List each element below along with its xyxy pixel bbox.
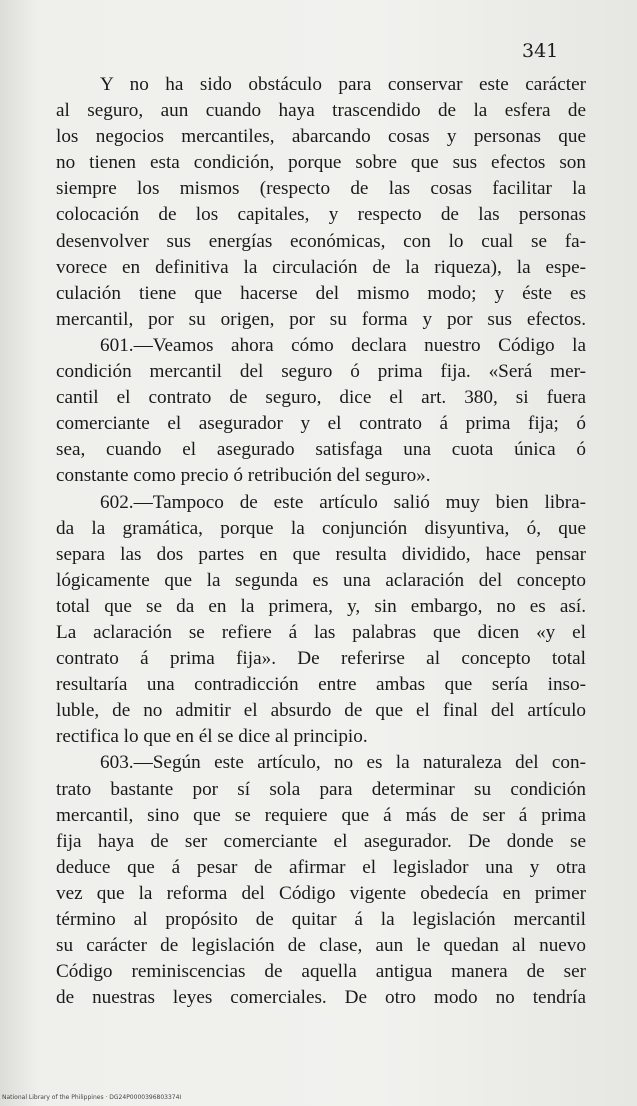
text-line: total que se da en la primera, y, sin embargo, no es así. — [56, 595, 586, 617]
text-line: constante como precio ó retribución del seguro». — [56, 465, 431, 487]
text-line: desenvolver sus energías económicas, con lo cual se fa- — [56, 230, 586, 252]
text-line: siempre los mismos (respecto de las cosas facilitar la — [56, 178, 586, 200]
text-line: contrato á prima fija». De referirse al concepto total — [56, 648, 586, 670]
text-line: comerciante el asegurador y el contrato á prima fija; ó — [56, 413, 586, 435]
text-line: 602.—Tampoco de este artículo salió muy bien libra- — [100, 491, 586, 513]
text-line: mercantil, por su origen, por su forma y por sus efectos. — [56, 308, 586, 330]
page-number: 341 — [522, 40, 559, 62]
text-line: resultaría una contradicción entre ambas que sería inso- — [56, 674, 586, 696]
text-line: Y no ha sido obstáculo para conservar este carácter — [100, 74, 586, 95]
text-line: rectifica lo que en él se dice al principio. — [56, 726, 368, 748]
text-line: de nuestras leyes comerciales. De otro modo no tendría — [56, 987, 586, 1009]
text-line: da la gramática, porque la conjunción disyuntiva, ó, que — [56, 517, 586, 539]
body-text — [56, 72, 586, 1011]
text-line: vez que la reforma del Código vigente obedecía en primer — [56, 882, 586, 904]
text-line: deduce que á pesar de afirmar el legislador una y otra — [56, 856, 586, 878]
text-line: separa las dos partes en que resulta dividido, hace pensar — [56, 543, 586, 565]
text-line: cantil el contrato de seguro, dice el art. 380, si fuera — [56, 387, 586, 409]
text-line: Código reminiscencias de aquella antigua manera de ser — [56, 961, 586, 983]
text-line: fija haya de ser comerciante el asegurador. De donde se — [56, 830, 586, 852]
footer-watermark: National Library of the Philippines · DG24P0000396803374I — [2, 1094, 182, 1101]
text-line: trato bastante por sí sola para determinar su condición — [56, 778, 586, 800]
text-line: luble, de no admitir el absurdo de que el final del artículo — [56, 700, 586, 722]
text-line: mercantil, sino que se requiere que á más de ser á prima — [56, 804, 586, 826]
text-line: culación tiene que hacerse del mismo modo; y éste es — [56, 282, 586, 304]
text-line: lógicamente que la segunda es una aclaración del concepto — [56, 569, 586, 591]
text-line: término al propósito de quitar á la legislación mercantil — [56, 909, 586, 930]
text-line: los negocios mercantiles, abarcando cosas y personas que — [56, 126, 586, 148]
text-line: su carácter de legislación de clase, aun le quedan al nuevo — [56, 935, 586, 957]
text-line: colocación de los capitales, y respecto de las personas — [56, 204, 586, 226]
text-line: no tienen esta condición, porque sobre que sus efectos son — [56, 152, 586, 174]
text-line: sea, cuando el asegurado satisfaga una cuota única ó — [56, 439, 586, 461]
text-line: al seguro, aun cuando haya trascendido de la esfera de — [56, 100, 586, 122]
text-line: La aclaración se refiere á las palabras que dicen «y el — [56, 621, 586, 643]
text-line: vorece en definitiva la circulación de la riqueza), la espe- — [56, 256, 586, 278]
text-line: 603.—Según este artículo, no es la naturaleza del con- — [100, 752, 586, 774]
text-line: condición mercantil del seguro ó prima fija. «Será mer- — [56, 361, 586, 383]
text-line: 601.—Veamos ahora cómo declara nuestro Código la — [100, 334, 586, 356]
